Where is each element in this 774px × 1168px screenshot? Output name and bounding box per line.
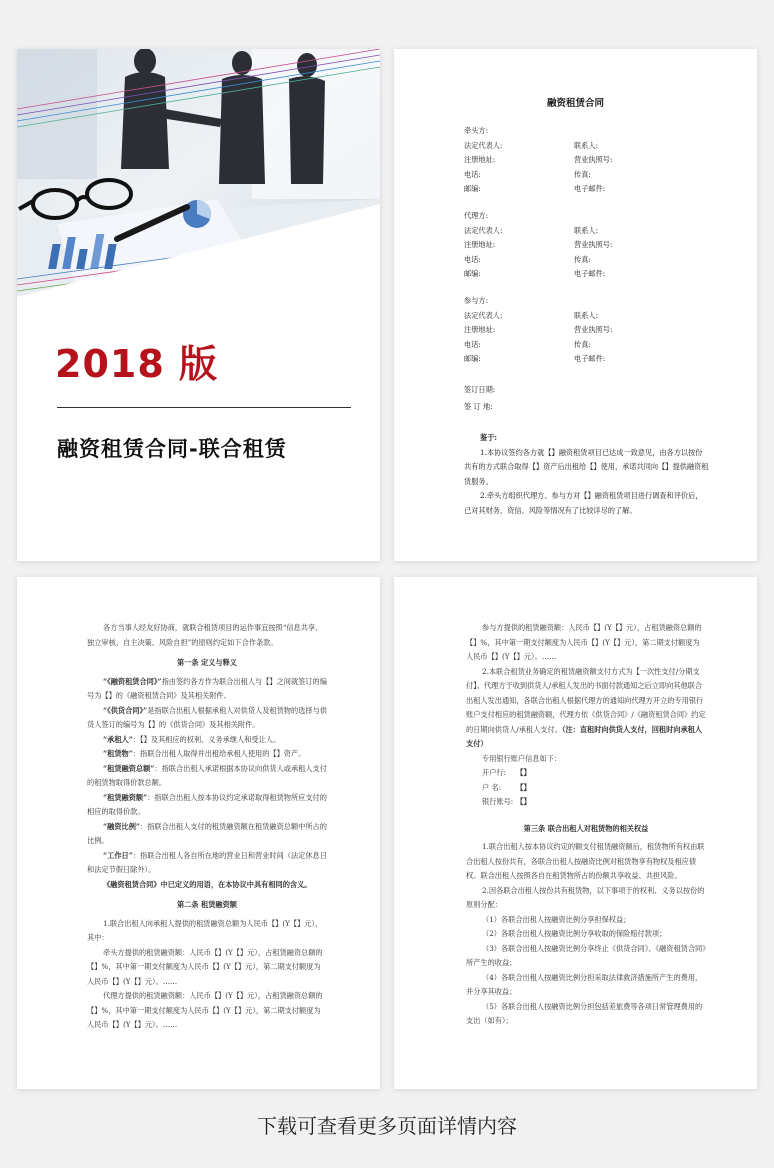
account-intro: 专用银行账户信息如下： bbox=[482, 753, 562, 763]
download-more-link[interactable]: 下载可查看更多页面详情内容 bbox=[257, 1114, 517, 1138]
definition-term: “《供货合同》” bbox=[103, 705, 148, 715]
definition-term: “融资比例” bbox=[103, 821, 141, 831]
definition-term: “《融资租赁合同》” bbox=[103, 676, 162, 686]
definition-text: ：指联合出租人支付的租赁融资额在租赁融资总额中所占的比例。 bbox=[87, 821, 327, 845]
definition bbox=[87, 791, 327, 820]
definition-text: ：指联合出租人按本协议约定承诺取得租赁物所应支付的相应的取得价款。 bbox=[87, 792, 327, 816]
field-label: 营业执照号: bbox=[574, 325, 613, 334]
field-label: 邮编: bbox=[464, 354, 481, 363]
field-label: 电子邮件: bbox=[574, 354, 606, 363]
party-role: 参与方: bbox=[464, 296, 488, 305]
party-agent bbox=[464, 209, 714, 282]
clause-item: （5）各联合出租人按融资比例分担包括差旅费等各项日常管理费用的支出（如有）； bbox=[466, 1001, 703, 1025]
clause-note: （注：直租时向供货人支付，回租时向承租人支付） bbox=[466, 724, 703, 748]
field-label: 法定代表人: bbox=[464, 140, 503, 150]
definition-term: “租赁融资额” bbox=[103, 792, 148, 802]
section-title: 第一条 定义与释义 bbox=[176, 658, 237, 667]
clause-text: 2.本联合租赁业务确定的租赁融资额支付方式为【一次性支付/分期支付】。代理方于收到供货人/承租人发出的书面付款通知之后立即向其他联合出租人发出通知，各联合出租人根据代理方的通知向代理方开立的专用银行账户支付相应的租赁融资额，代理方依《供货合同》/《融资租赁合同》约定的日期向供货人/承租人支付。 bbox=[466, 666, 706, 734]
section-title: 第三条 联合出租人对租赁物的相关权益 bbox=[523, 823, 649, 833]
account-label: 户 名: bbox=[482, 782, 502, 792]
party-role: 代理方: bbox=[464, 211, 488, 220]
contract-page-4 bbox=[394, 577, 757, 1089]
definition-text: 是指联合出租人根据承租人对供货人及租赁物的选择与供货人签订的编号为【】的《供货合同》及其相关附件。 bbox=[87, 705, 327, 729]
definition bbox=[87, 733, 327, 748]
field-label: 联系人: bbox=[574, 140, 598, 150]
field-label: 联系人: bbox=[574, 225, 598, 235]
clause-item: （4）各联合出租人按融资比例分担采取法律救济措施所产生的费用，并分享其收益； bbox=[466, 972, 703, 996]
field-label: 电子邮件: bbox=[574, 184, 606, 193]
definition bbox=[87, 849, 327, 878]
whereas-section bbox=[464, 431, 709, 518]
definition-text: ：指联合出租人承诺根据本协议向供货人或承租人支付的租赁物取得价款总额。 bbox=[87, 763, 327, 787]
contract-page-3 bbox=[17, 577, 380, 1089]
definition-note: 《融资租赁合同》中已定义的用语，在本协议中具有相同的含义。 bbox=[103, 879, 312, 889]
field-label: 营业执照号: bbox=[574, 155, 613, 164]
field-label: 营业执照号: bbox=[574, 240, 613, 249]
field-label: 法定代表人: bbox=[464, 310, 503, 320]
field-label: 电子邮件: bbox=[574, 269, 606, 278]
account-row bbox=[482, 766, 706, 781]
account-value: 【】 bbox=[516, 782, 531, 792]
whereas-clause: 1.本协议签约各方就【】融资租赁项目已达成一致意见，由各方以按份共有的方式联合取得【】资产后出租给【】使用，承诺共同向【】提供融资租赁服务。 bbox=[464, 447, 709, 486]
definition bbox=[87, 762, 327, 791]
definition bbox=[87, 820, 327, 849]
cover-divider bbox=[57, 407, 351, 408]
sign-place-label: 签 订 地: bbox=[464, 402, 493, 411]
field-label: 法定代表人: bbox=[464, 225, 503, 235]
clause-paragraph: 2.因各联合出租人按份共有租赁物，以下事项于的权利、义务以按份的原则分配： bbox=[466, 885, 705, 909]
contract-title: 融资租赁合同 bbox=[546, 98, 604, 109]
definition-text: 指由签约各方作为联合出租人与【】之间就签订的编号为【】的《融资租赁合同》及其相关附件。 bbox=[87, 676, 327, 700]
page3-body bbox=[87, 621, 327, 1033]
account-row bbox=[482, 781, 706, 796]
field-label: 电话: bbox=[464, 339, 481, 349]
cover-page bbox=[17, 49, 380, 561]
account-value: 【】 bbox=[516, 797, 531, 806]
clause-paragraph: 代理方提供的租赁融资额：人民币【】(Y【】元），占租赁融资总额的【】%，其中第一期支付额度为人民币【】(Y【】元），第二期支付额度为人民币【】(Y【】元）。…… bbox=[87, 991, 323, 1029]
field-label: 电话: bbox=[464, 254, 481, 264]
definition-term: “租赁物” bbox=[103, 749, 133, 758]
clause-paragraph: 1.联合出租人按本协议约定的额支付租赁融资额后，租赁物所有权由联合出租人按份共有，各联合出租人按融资比例对租赁物享有物权及相应债权。联合出租人按照各自在租赁物所占的份额共享收益、共担风险。 bbox=[466, 842, 705, 880]
sign-info bbox=[464, 381, 495, 415]
intro-paragraph: 各方当事人经友好协商，就联合租赁项目的运作事宜按照“信息共享、独立审核、自主决策、风险自担”的原则约定如下合作条款。 bbox=[87, 623, 323, 647]
clause-paragraph: 1.联合出租人向承租人提供的租赁融资总额为人民币【】(Y【】元），其中： bbox=[87, 918, 323, 942]
definition-text: ：【】及其相应的权利、义务承继人和受让人。 bbox=[132, 734, 281, 744]
definition-text: ：指联合出租人各自所在地的营业日和营业时间（法定休息日和法定节假日除外）。 bbox=[87, 850, 327, 874]
page4-body bbox=[466, 621, 706, 1029]
field-label: 邮编: bbox=[464, 184, 481, 193]
definition bbox=[87, 747, 327, 762]
party-lead bbox=[464, 124, 714, 197]
clause-item: （3）各联合出租人按融资比例分享终止《供货合同》、《融资租赁合同》所产生的收益； bbox=[466, 943, 706, 967]
field-label: 注册地址: bbox=[464, 240, 496, 249]
field-label: 联系人: bbox=[574, 310, 598, 320]
party-participant bbox=[464, 294, 714, 367]
account-value: 【】 bbox=[516, 768, 531, 777]
clause-item: （2）各联合出租人按融资比例分享收取的保险赔付款项； bbox=[482, 929, 667, 938]
definition bbox=[87, 675, 327, 704]
clause-paragraph: 参与方提供的租赁融资额：人民币【】(Y【】元），占租赁融资总额的【】%，其中第一期支付额度为人民币【】(Y【】元），第二期支付额度为人民币【】(Y【】元）。…… bbox=[466, 623, 702, 661]
field-label: 注册地址: bbox=[464, 155, 496, 164]
definition-term: “租赁融资总额” bbox=[103, 763, 155, 773]
definition bbox=[87, 704, 327, 733]
cover-title: 融资租赁合同-联合租赁 bbox=[57, 437, 287, 461]
account-label: 银行账号: bbox=[482, 797, 514, 806]
field-label: 传真: bbox=[574, 169, 591, 179]
field-label: 传真: bbox=[574, 339, 591, 349]
field-label: 注册地址: bbox=[464, 325, 496, 334]
definition-term: “承租人” bbox=[103, 734, 133, 744]
field-label: 邮编: bbox=[464, 269, 481, 278]
cover-photo bbox=[17, 49, 380, 299]
whereas-heading: 鉴于: bbox=[480, 433, 498, 442]
clause-item: （1）各联合出租人按融资比例分享担保权益； bbox=[482, 914, 631, 924]
cover-version: 2018 版 bbox=[55, 342, 218, 386]
clause-paragraph bbox=[466, 665, 706, 752]
contract-page-2 bbox=[394, 49, 757, 561]
field-label: 电话: bbox=[464, 169, 481, 179]
whereas-clause: 2.牵头方组织代理方、参与方对【】融资租赁项目进行调查和评价后，已对其财务、资信、风险等情况有了比较详尽的了解。 bbox=[464, 491, 703, 515]
definition-term: “工作日” bbox=[103, 850, 133, 860]
section-title: 第二条 租赁融资额 bbox=[176, 900, 237, 909]
definition-text: ：指联合出租人取得并出租给承租人使用的【】资产。 bbox=[132, 749, 306, 758]
account-row bbox=[482, 795, 706, 810]
account-label: 开户行: bbox=[482, 768, 506, 777]
party-role: 牵头方: bbox=[464, 126, 488, 135]
field-label: 传真: bbox=[574, 254, 591, 264]
sign-date-label: 签订日期: bbox=[464, 385, 496, 394]
clause-paragraph: 牵头方提供的租赁融资额：人民币【】(Y【】元），占租赁融资总额的【】%，其中第一期支付额度为人民币【】(Y【】元），第二期支付额度为人民币【】(Y【】元）。…… bbox=[87, 947, 323, 986]
